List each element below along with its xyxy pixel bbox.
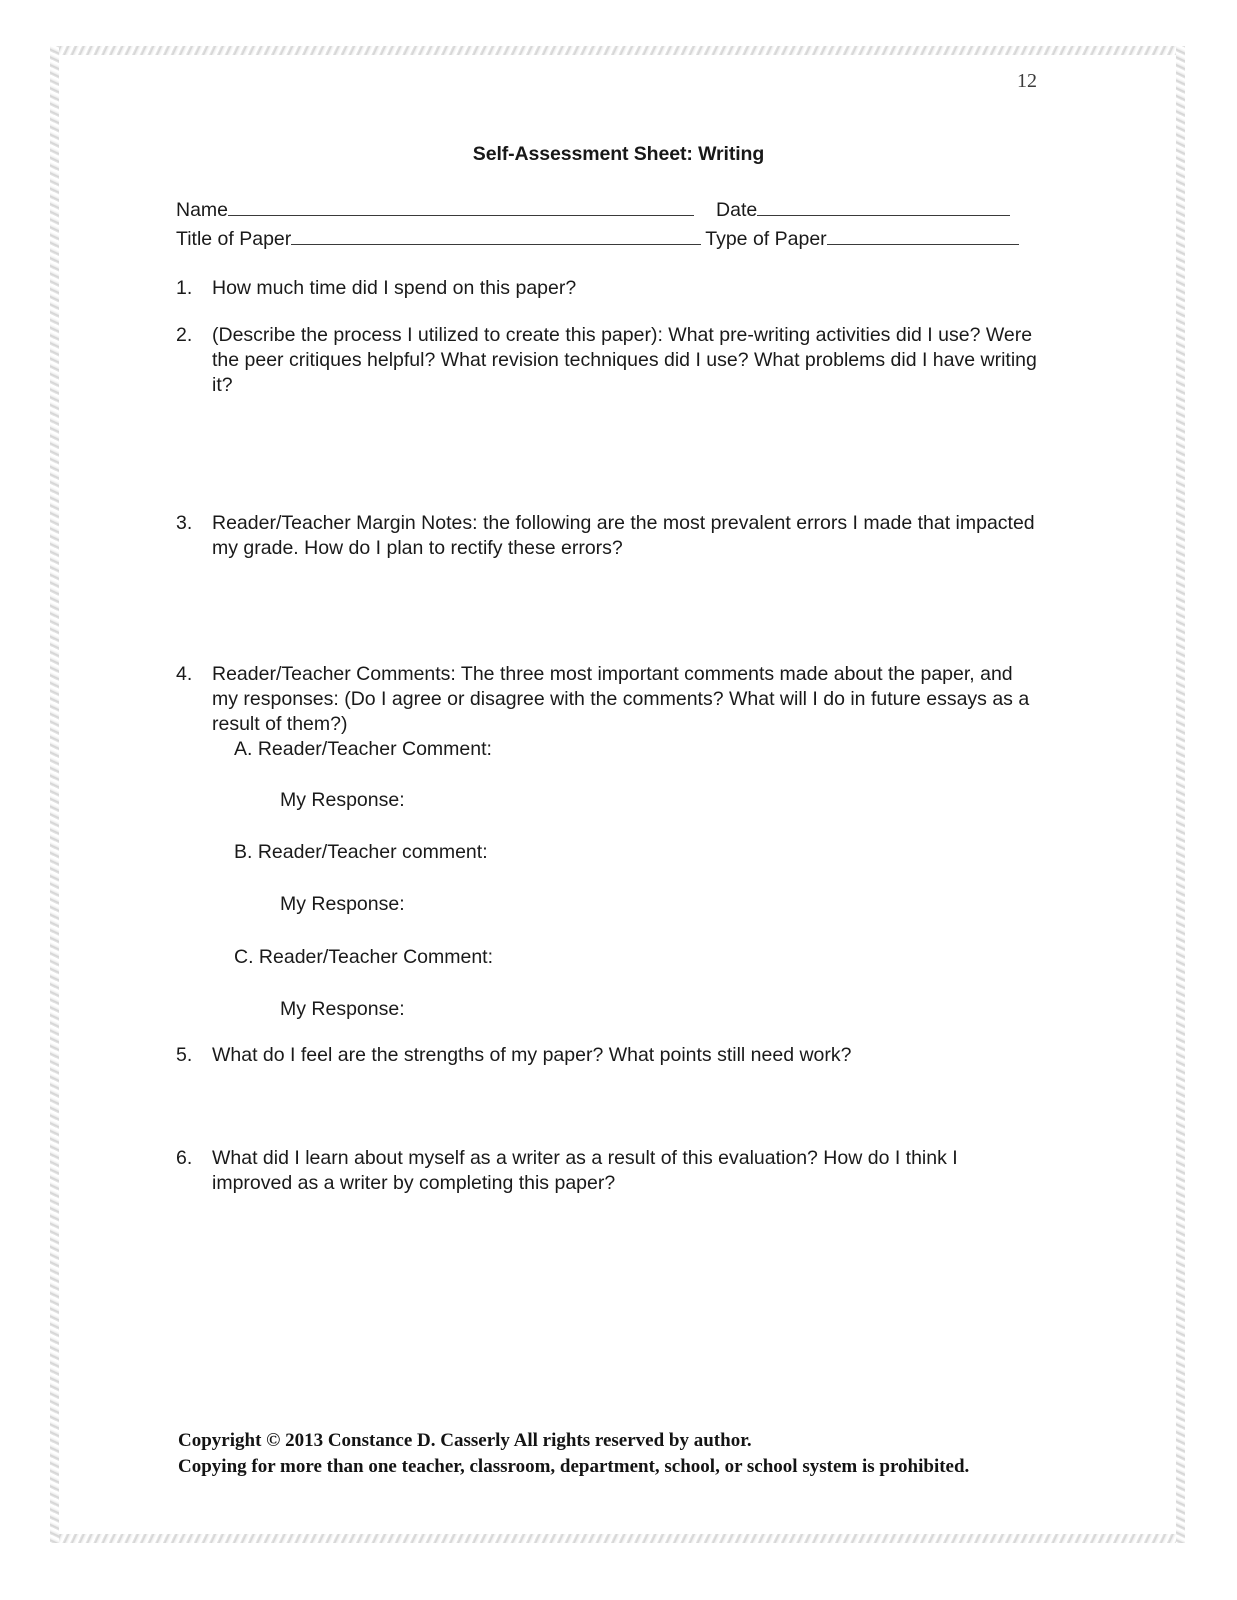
list-item — [176, 662, 1038, 1022]
question-text: What do I feel are the strengths of my paper? What points still need work? — [212, 1044, 852, 1066]
question-number: 1. — [176, 277, 193, 299]
question-list — [176, 276, 1038, 1196]
comment-label-b: B. Reader/Teacher comment: — [234, 841, 488, 863]
border-rope-bottom — [50, 1534, 1185, 1543]
response-label-b: My Response: — [280, 893, 405, 915]
identification-block — [176, 196, 1036, 254]
title-type-row — [176, 225, 1036, 254]
question-text: Reader/Teacher Comments: The three most important comments made about the paper, and my responses: (Do I agree or disagree with the comments? What will I do in future essays as a result of them?) — [212, 663, 1030, 735]
answer-space[interactable] — [212, 865, 1038, 892]
answer-space[interactable] — [212, 917, 1038, 945]
question-text: How much time did I spend on this paper? — [212, 277, 577, 299]
question-number: 4. — [176, 663, 193, 685]
answer-space[interactable] — [212, 813, 1038, 840]
question-number: 2. — [176, 324, 193, 346]
comment-sub-list — [212, 737, 1038, 1022]
question-number: 3. — [176, 512, 193, 534]
page-title: Self-Assessment Sheet: Writing — [472, 143, 765, 165]
question-number: 5. — [176, 1044, 193, 1066]
response-label-a: My Response: — [280, 789, 405, 811]
copyright-line-1: Copyright © 2013 Constance D. Casserly All rights reserved by author. — [178, 1430, 752, 1451]
list-item — [176, 1043, 1038, 1068]
name-label: Name — [176, 199, 229, 221]
comment-label-c: C. Reader/Teacher Comment: — [234, 946, 494, 968]
question-text: Reader/Teacher Margin Notes: the following are the most prevalent errors I made that impacted my grade. How do I plan to rectify these errors? — [212, 512, 1035, 559]
date-input[interactable] — [757, 196, 1010, 216]
name-date-row — [176, 196, 1036, 225]
border-rope-left — [50, 46, 59, 1543]
type-of-paper-label: Type of Paper — [705, 228, 827, 250]
answer-space[interactable] — [212, 970, 1038, 997]
name-input[interactable] — [228, 196, 694, 216]
page-number: 12 — [1017, 70, 1037, 92]
answer-space[interactable] — [212, 762, 1038, 788]
border-rope-right — [1176, 46, 1185, 1543]
comment-label-a: A. Reader/Teacher Comment: — [234, 738, 492, 760]
list-item — [176, 323, 1038, 398]
title-of-paper-input[interactable] — [291, 225, 701, 245]
title-of-paper-label: Title of Paper — [176, 228, 292, 250]
copyright-footer — [178, 1428, 1058, 1480]
list-item — [212, 840, 1038, 945]
copyright-line-2: Copying for more than one teacher, classroom, department, school, or school system is prohibited. — [178, 1456, 970, 1477]
list-item — [212, 945, 1038, 1022]
border-rope-top — [50, 46, 1185, 55]
date-label: Date — [716, 199, 758, 221]
response-label-c: My Response: — [280, 998, 405, 1020]
list-item — [176, 1146, 1038, 1196]
question-text: (Describe the process I utilized to create this paper): What pre-writing activities did I use? Were the peer critiques helpful? What revision techniques did I use? What problems did I have writing it? — [212, 324, 1037, 396]
list-item — [176, 511, 1038, 561]
question-text: What did I learn about myself as a writer as a result of this evaluation? How do I think I improved as a writer by completing this paper? — [212, 1147, 958, 1194]
list-item — [176, 276, 1038, 301]
list-item — [212, 737, 1038, 840]
question-number: 6. — [176, 1147, 193, 1169]
type-of-paper-input[interactable] — [827, 225, 1019, 245]
